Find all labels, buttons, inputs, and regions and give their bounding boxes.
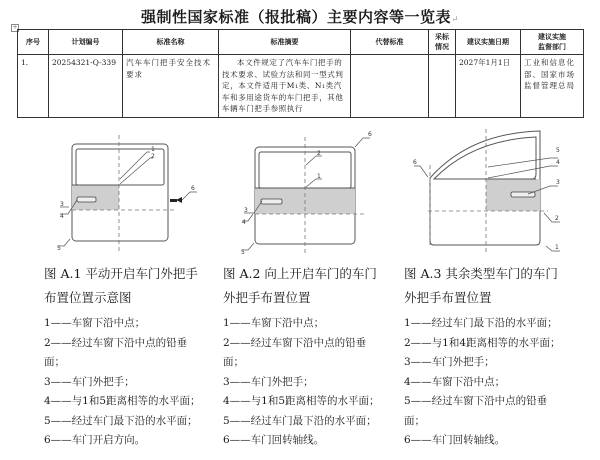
callout-6: 6 [413,159,417,166]
header-implementation-date: 建议实施日期 [456,30,521,55]
legend-item: 4——与1和5距离相等的水平面； [44,395,201,407]
cell-adoption [429,55,456,118]
header-standard-name: 标准名称 [123,30,219,55]
header-index: 序号 [18,30,49,55]
legend-item: 3——车门外把手； [404,356,495,368]
legend-item: 2——与1和4距离相等的水平面； [404,336,561,349]
page-title [0,6,600,27]
cell-replaced-standard [351,55,429,118]
figure-a1-caption [44,262,198,310]
figure-a3-diagram [400,125,580,260]
cell-implementation-date: 2027年1月1日 [456,55,521,118]
legend-item: 6——车门回转轴线。 [223,434,325,446]
legend-item: 2——经过车窗下沿中点的铅垂 [44,336,188,349]
figure-a1-legend [44,314,201,451]
header-supervision-line2: 监督部门 [538,43,566,51]
caption-line: 外把手布置位置 [404,290,492,305]
table-move-handle-icon[interactable]: + [12,24,18,31]
legend-item: 5——经过车门最下沿的水平面； [223,414,377,427]
legend-item: 4——与1和5距离相等的水平面； [223,395,380,407]
cell-plan-number: 20254321-Q-339 [49,55,123,118]
callout-1: 1 [317,173,321,180]
paragraph-mark-icon: ↵ [450,15,460,25]
cell-index: 1. [18,55,49,118]
caption-line: 布置位置示意图 [44,290,132,305]
callout-2: 2 [151,153,155,160]
cell-summary: 本文件规定了汽车车门把手的技术要求、试验方法和同一型式判定，本文件适用于M₁类、N₁类汽车和多用途货车的车门把手，其他车辆车门把手参照执行 [219,55,351,118]
figure-a2-legend [223,314,380,451]
header-summary: 标准摘要 [219,30,351,55]
caption-line: 图 A.1 平动开启车门外把手 [44,266,198,281]
callout-6: 6 [368,131,372,138]
callout-4: 4 [242,219,246,226]
door-handle-a1 [77,197,96,202]
header-adoption-line2: 情况 [435,43,449,51]
legend-item: 5——经过车窗下沿中点的铅垂 [404,395,548,407]
title-text: 强制性国家标准（报批稿）主要内容等一览表 [140,8,451,26]
door-handle-a2 [261,199,282,204]
header-plan-number: 计划编号 [49,30,123,55]
figure-a2-diagram [220,125,390,260]
legend-item: 面； [44,356,65,368]
cell-supervision: 工业和信息化部、国家市场监督管理总局 [521,55,584,118]
callout-1: 1 [555,244,559,251]
legend-item: 面； [223,356,244,368]
callout-4: 4 [60,213,64,220]
caption-line: 图 A.2 向上开启车门的车门 [223,266,377,281]
header-supervision-line1: 建议实施 [538,33,566,41]
legend-item: 5——经过车门最下沿的水平面； [44,414,198,427]
callout-2: 2 [555,215,559,222]
table-header-row [18,30,584,55]
figure-a3-caption [404,262,558,310]
legend-item: 3——车门外把手； [223,375,314,388]
callout-2: 2 [317,150,321,157]
callout-3: 3 [556,179,560,186]
caption-line: 外把手布置位置 [223,290,311,305]
legend-item: 4——车窗下沿中点； [404,375,506,388]
legend-item: 3——车门外把手； [44,375,135,388]
figures-area [0,125,600,260]
cell-standard-name: 汽车车门把手安全技术要求 [123,55,219,118]
legend-item: 2——经过车窗下沿中点的铅垂 [223,336,367,349]
callout-3: 3 [244,207,248,214]
header-supervision [521,30,584,55]
figure-a2-caption [223,262,377,310]
callout-4: 4 [556,159,560,166]
callout-5: 5 [556,147,560,154]
legend-item: 1——车窗下沿中点； [223,317,325,329]
table-row [18,55,584,118]
standards-table [17,29,584,118]
header-adoption-line1: 采标 [435,33,449,41]
legend-item: 1——经过车门最下沿的水平面； [404,317,558,329]
legend-item: 面； [404,414,425,427]
legend-item: 1——车窗下沿中点； [44,317,146,329]
legend-item: 6——车门回转轴线。 [404,434,506,446]
header-adoption [429,30,456,55]
callout-6: 6 [191,185,195,192]
figure-a3-legend [404,314,561,451]
callout-1: 1 [151,146,155,153]
header-replaced-standard: 代替标准 [351,30,429,55]
callout-5: 5 [57,245,61,252]
legend-item: 6——车门开启方向。 [44,434,146,446]
callout-3: 3 [60,201,64,208]
callout-5: 5 [241,249,245,256]
caption-line: 图 A.3 其余类型车门的车门 [404,266,558,281]
figure-a1-diagram [40,125,200,260]
